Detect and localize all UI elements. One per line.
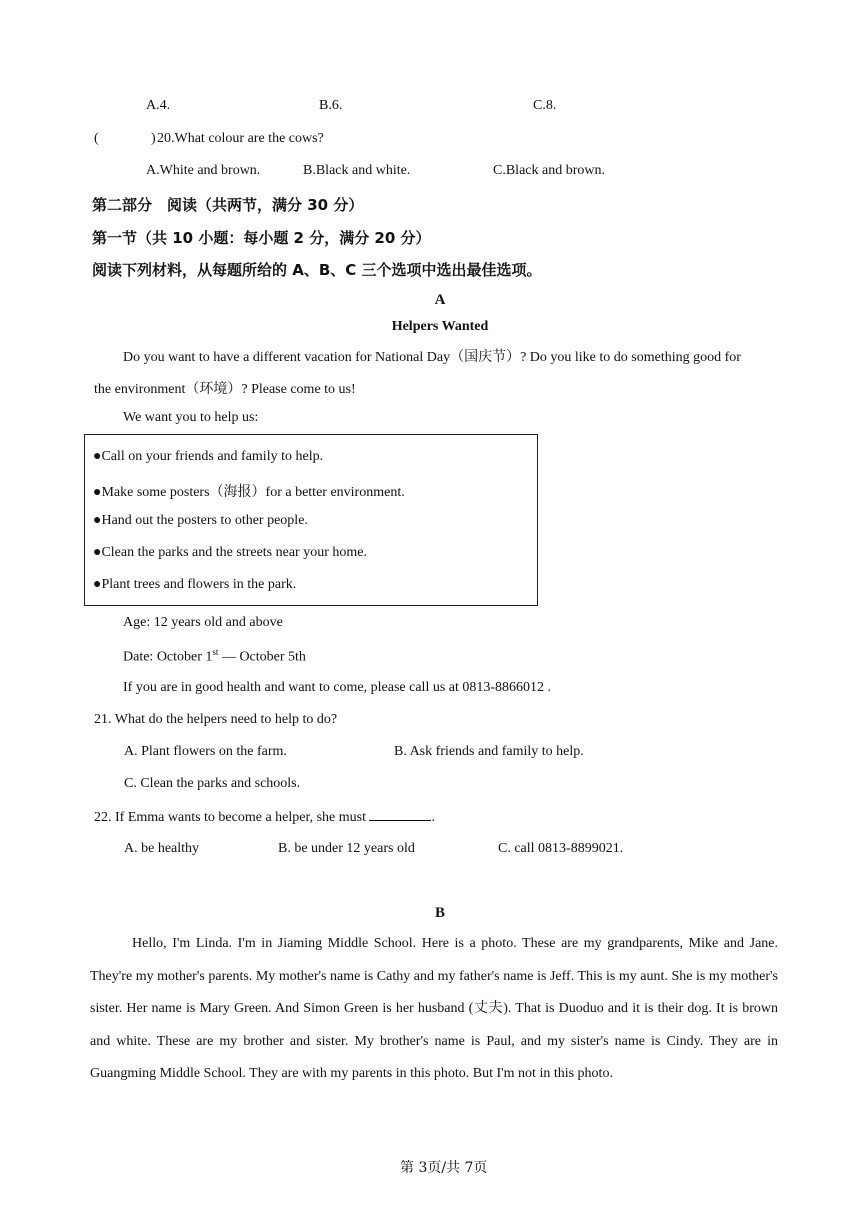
page-number: 第 3页/共 7页	[400, 1160, 488, 1176]
q19-option-b: B.6.	[319, 98, 343, 113]
task-item: ●Clean the parks and the streets near your home.	[93, 545, 367, 560]
q22-option-b: B. be under 12 years old	[278, 841, 415, 856]
passage-a-date: Date: October 1st — October 5th	[123, 647, 306, 665]
passage-a-age: Age: 12 years old and above	[123, 615, 283, 630]
q21-option-b: B. Ask friends and family to help.	[394, 744, 584, 759]
q21-option-a: A. Plant flowers on the farm.	[124, 744, 287, 759]
q20-option-b: B.Black and white.	[303, 163, 411, 178]
section-instruction: 阅读下列材料，从每题所给的 A、B、C 三个选项中选出最佳选项。	[92, 261, 542, 279]
helper-tasks-box	[84, 434, 538, 606]
passage-a-label: A	[434, 292, 446, 308]
q22-option-a: A. be healthy	[124, 841, 200, 856]
q22-option-c: C. call 0813-8899021.	[498, 841, 624, 856]
passage-a-intro-line1: Do you want to have a different vacation for National Day（国庆节）? Do you like to do something good for	[123, 350, 741, 365]
passage-a-intro-line2: the environment（环境）? Please come to us!	[94, 382, 356, 397]
task-item: ●Hand out the posters to other people.	[93, 513, 308, 528]
passage-a-want: We want you to help us:	[123, 410, 259, 425]
passage-b-label: B	[434, 905, 445, 921]
q20-stem: 20.What colour are the cows?	[157, 131, 324, 146]
q22-stem: 22. If Emma wants to become a helper, she must .	[94, 810, 435, 825]
q20-option-a: A.White and brown.	[146, 163, 261, 178]
task-item: ●Call on your friends and family to help.	[93, 449, 324, 464]
section-part1-heading: 第一节（共 10 小题：每小题 2 分，满分 20 分）	[92, 229, 431, 247]
q19-option-a: A.4.	[146, 98, 171, 113]
q21-stem: 21. What do the helpers need to help to do?	[94, 712, 338, 727]
q20-answer-paren-open: (	[94, 131, 99, 146]
q20-answer-paren-close: )	[151, 131, 156, 146]
q22-blank	[369, 808, 431, 821]
task-item: ●Make some posters（海报）for a better environment.	[93, 485, 405, 500]
q20-option-c: C.Black and brown.	[493, 163, 605, 178]
passage-a-title: Helpers Wanted	[391, 319, 489, 334]
passage-b-text: Hello, I'm Linda. I'm in Jiaming Middle School. Here is a photo. These are my grandparents, Mike and Jane. They're my mother's parents. My mother's name is Cathy and my father's name is Jeff. This is my aunt. She is my mother's sister. Her name is Mary Green. And Simon Green is her husband (丈夫). That is Duoduo and it is their dog. It is brown and white. These are my brother and sister. My brother's name is Paul, and my sister's name is Cindy. They are in Guangming Middle School. They are with my parents in this photo. But I'm not in this photo.	[90, 936, 778, 1081]
section-title: 第二部分 阅读（共两节，满分 30 分）	[92, 196, 364, 214]
q21-option-c: C. Clean the parks and schools.	[124, 776, 301, 791]
q19-option-c: C.8.	[533, 98, 557, 113]
passage-a-contact: If you are in good health and want to come, please call us at 0813-8866012 .	[123, 680, 552, 695]
task-item: ●Plant trees and flowers in the park.	[93, 577, 297, 592]
